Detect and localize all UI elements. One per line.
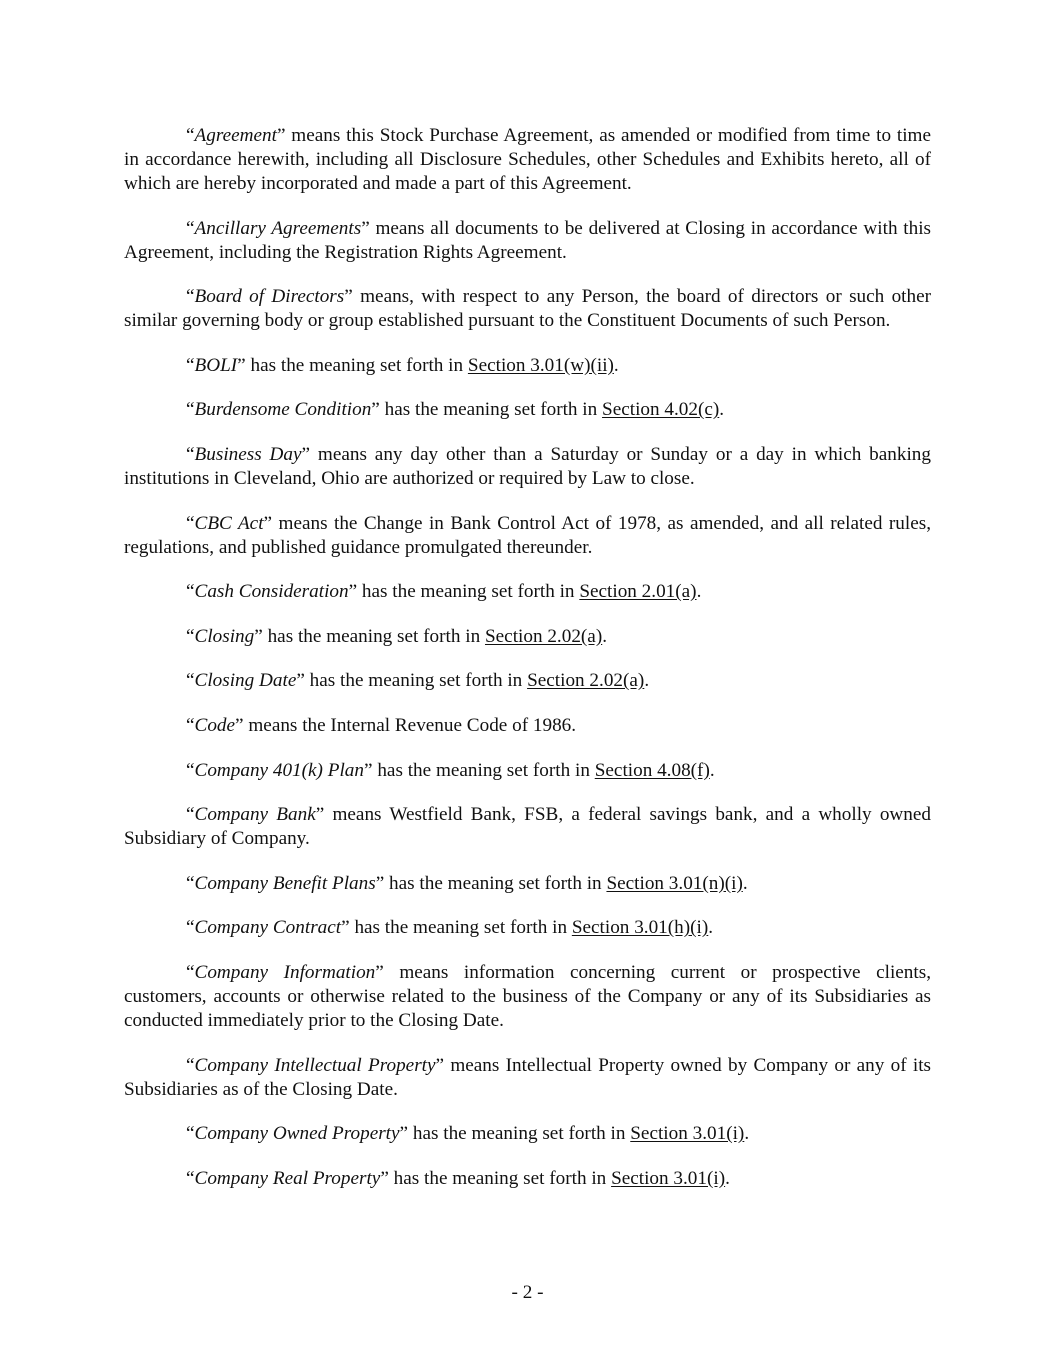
section-reference[interactable]: Section 2.02(a): [527, 670, 645, 692]
section-reference[interactable]: Section 4.02(c): [602, 399, 720, 421]
definition-paragraph: “Closing” has the meaning set forth in Section 2.02(a).: [186, 625, 608, 647]
defined-term: Cash Consideration: [194, 581, 349, 603]
section-reference[interactable]: Section 3.01(n)(i): [606, 872, 743, 894]
definition-paragraph: “Burdensome Condition” has the meaning set forth in Section 4.02(c).: [186, 399, 725, 421]
definition-paragraph: “Company Real Property” has the meaning set forth in Section 3.01(i).: [186, 1167, 730, 1189]
defined-term: Company Contract: [194, 917, 342, 939]
definition-paragraph: “BOLI” has the meaning set forth in Section 3.01(w)(ii).: [186, 354, 619, 376]
definition-tail: .: [742, 872, 748, 894]
defined-term: Closing Date: [194, 670, 297, 692]
document-body: [124, 124, 931, 1211]
definition-text: means the Internal Revenue Code of 1986.: [243, 714, 577, 736]
definition-text: means Westfield Bank, FSB, a federal savings bank, and a wholly owned Subsidiary of Company.: [124, 804, 931, 850]
definition-tail: .: [708, 917, 714, 939]
definition-text: has the meaning set forth in: [379, 399, 603, 421]
defined-term: Burdensome Condition: [194, 399, 372, 421]
definition-text: has the meaning set forth in: [262, 625, 485, 647]
definition-text: has the meaning set forth in: [384, 872, 607, 894]
definition-paragraph: “Business Day” means any day other than a Saturday or Sunday or a day in which banking institutions in Cleveland, Ohio are authorized or required by Law to close.: [124, 443, 931, 489]
definition-text: means any day other than a Saturday or Sunday or a day in which banking institutions in Cleveland, Ohio are authorized or required by Law to close.: [124, 443, 931, 489]
definition-paragraph: “Ancillary Agreements” means all documents to be delivered at Closing in accordance with this Agreement, including the Registration Rights Agreement.: [124, 217, 932, 263]
definition-paragraph: “Company Contract” has the meaning set forth in Section 3.01(h)(i).: [186, 917, 714, 939]
definition-tail: .: [602, 625, 608, 647]
definition-paragraph: “Company Benefit Plans” has the meaning set forth in Section 3.01(n)(i).: [186, 872, 748, 894]
definition-text: has the meaning set forth in: [372, 759, 595, 781]
defined-term: Board of Directors: [194, 286, 345, 308]
definition-paragraph: “Code” means the Internal Revenue Code of 1986.: [186, 714, 577, 736]
defined-term: Company 401(k) Plan: [194, 759, 364, 781]
definition-text: means, with respect to any Person, the board of directors or such other similar governing body or group established pursuant to the Constituent Documents of such Person.: [124, 286, 932, 332]
definition-text: means all documents to be delivered at Closing in accordance with this Agreement, including the Registration Rights Agreement.: [124, 217, 932, 263]
section-reference[interactable]: Section 3.01(i): [611, 1167, 726, 1189]
definition-tail: .: [719, 399, 725, 421]
defined-term: Business Day: [194, 443, 302, 465]
defined-term: Company Owned Property: [194, 1123, 400, 1145]
definition-text: has the meaning set forth in: [388, 1167, 612, 1189]
definition-tail: .: [709, 759, 715, 781]
definition-paragraph: “Company Information” means information concerning current or prospective clients, customers, accounts or otherwise related to the business of the Company or any of its Subsidiaries as conducted immediately prior to the Closing Date.: [124, 961, 931, 1031]
defined-term: Company Real Property: [194, 1167, 381, 1189]
definition-text: means information concerning current or prospective clients, customers, accounts or otherwise related to the business of the Company or any of its Subsidiaries as conducted immediately prior to the Closing Date.: [124, 961, 931, 1031]
defined-term: CBC Act: [194, 512, 264, 534]
definition-text: means the Change in Bank Control Act of 1978, as amended, and all related rules, regulations, and published guidance promulgated thereunder.: [124, 512, 931, 558]
section-reference[interactable]: Section 2.01(a): [579, 581, 697, 603]
definition-paragraph: “Agreement” means this Stock Purchase Agreement, as amended or modified from time to time in accordance herewith, including all Disclosure Schedules, other Schedules and Exhibits hereto, all of which are hereby incorporated and made a part of this Agreement.: [124, 125, 931, 194]
definition-text: means Intellectual Property owned by Company or any of its Subsidiaries as of the Closing Date.: [124, 1054, 931, 1100]
defined-term: Company Bank: [194, 804, 316, 826]
defined-term: Code: [194, 714, 236, 736]
definition-paragraph: “Company Bank” means Westfield Bank, FSB, a federal savings bank, and a wholly owned Subsidiary of Company.: [124, 804, 931, 850]
definition-text: has the meaning set forth in: [349, 917, 572, 939]
section-reference[interactable]: Section 3.01(i): [630, 1123, 745, 1145]
defined-term: Company Information: [194, 961, 376, 983]
definition-paragraph: “Company 401(k) Plan” has the meaning set forth in Section 4.08(f).: [186, 759, 715, 781]
defined-term: Company Benefit Plans: [194, 872, 376, 894]
definition-paragraph: “Closing Date” has the meaning set forth in Section 2.02(a).: [186, 670, 650, 692]
definition-tail: .: [644, 670, 650, 692]
section-reference[interactable]: Section 4.08(f): [594, 759, 710, 781]
definition-paragraph: “Company Intellectual Property” means Intellectual Property owned by Company or any of its Subsidiaries as of the Closing Date.: [124, 1054, 931, 1100]
definition-paragraph: “Cash Consideration” has the meaning set forth in Section 2.01(a).: [186, 581, 702, 603]
definition-tail: .: [613, 354, 619, 376]
definition-tail: .: [744, 1123, 750, 1145]
section-reference[interactable]: Section 3.01(w)(ii): [467, 354, 614, 376]
definition-paragraph: “CBC Act” means the Change in Bank Control Act of 1978, as amended, and all related rules, regulations, and published guidance promulgated thereunder.: [124, 512, 931, 558]
defined-term: Agreement: [194, 125, 277, 146]
definition-text: has the meaning set forth in: [408, 1123, 631, 1145]
defined-term: Company Intellectual Property: [194, 1054, 436, 1076]
defined-term: Closing: [194, 625, 255, 647]
definition-tail: .: [725, 1167, 730, 1189]
definition-paragraph: “Company Owned Property” has the meaning set forth in Section 3.01(i).: [186, 1123, 750, 1145]
defined-term: BOLI: [194, 354, 238, 376]
definition-text: means this Stock Purchase Agreement, as amended or modified from time to time in accordance herewith, including all Disclosure Schedules, other Schedules and Exhibits hereto, all of which are hereby incorporated and made a part of this Agreement.: [124, 125, 931, 194]
section-reference[interactable]: Section 3.01(h)(i): [571, 917, 709, 939]
defined-term: Ancillary Agreements: [194, 217, 362, 239]
definition-tail: .: [696, 581, 702, 603]
definition-text: has the meaning set forth in: [357, 581, 580, 603]
definition-text: has the meaning set forth in: [245, 354, 468, 376]
definition-paragraph: “Board of Directors” means, with respect to any Person, the board of directors or such other similar governing body or group established pursuant to the Constituent Documents of such Person.: [124, 286, 932, 332]
page-number: - 2 -: [511, 1282, 544, 1303]
definition-text: has the meaning set forth in: [304, 670, 528, 692]
section-reference[interactable]: Section 2.02(a): [484, 625, 603, 647]
